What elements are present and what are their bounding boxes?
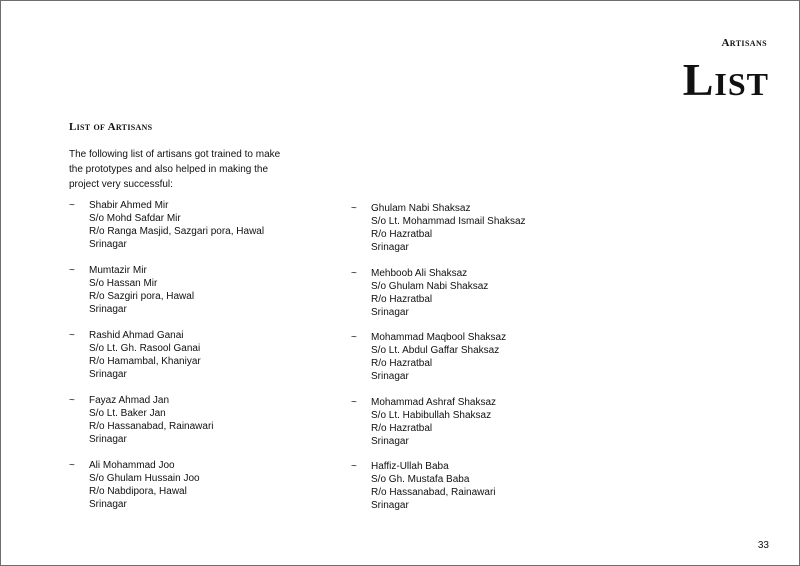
artisan-entry (351, 202, 611, 267)
artisan-city: Srinagar (89, 304, 127, 315)
artisan-city: Srinagar (371, 306, 409, 318)
artisan-city: Srinagar (371, 242, 409, 253)
artisan-residence: R/o Hassanabad, Rainawari (371, 487, 496, 498)
artisan-parent: S/o Lt. Abdul Gaffar Shaksaz (371, 345, 500, 356)
artisan-entry (69, 264, 329, 329)
artisan-residence: R/o Hassanabad, Rainawari (89, 421, 214, 432)
artisan-name: Mohammad Maqbool Shaksaz (371, 332, 507, 343)
artisan-residence: R/o Hazratbal (371, 229, 433, 240)
bullet-tilde: ~ (69, 395, 75, 406)
artisan-residence: R/o Nabdipora, Hawal (89, 486, 187, 497)
artisan-name: Mumtazir Mir (89, 265, 147, 276)
bullet-tilde: ~ (69, 265, 75, 276)
artisan-entry (351, 331, 611, 396)
intro-paragraph: The following list of artisans got trained to make the prototypes and also helped in making the project very successful: (69, 149, 281, 190)
artisan-residence: R/o Hazratbal (371, 422, 433, 434)
section-heading: List of Artisans (69, 121, 153, 133)
artisan-parent: S/o Lt. Habibullah Shaksaz (371, 409, 492, 421)
artisan-city: Srinagar (89, 369, 127, 380)
artisan-entry (69, 394, 329, 459)
page-title: List (682, 54, 769, 105)
artisan-entry (351, 460, 611, 525)
bullet-tilde: ~ (351, 203, 357, 214)
artisan-parent: S/o Gh. Mustafa Baba (371, 474, 470, 485)
artisan-entry (351, 267, 611, 332)
header-kicker: Artisans (721, 37, 767, 49)
artisan-residence: R/o Ranga Masjid, Sazgari pora, Hawal (89, 226, 265, 237)
artisan-residence: R/o Hazratbal (371, 293, 433, 305)
page-number: 33 (757, 540, 769, 551)
artisan-name: Shabir Ahmed Mir (89, 200, 169, 211)
artisan-name: Rashid Ahmad Ganai (89, 330, 184, 341)
artisan-name: Fayaz Ahmad Jan (89, 395, 170, 406)
artisan-parent: S/o Hassan Mir (89, 278, 158, 289)
artisan-city: Srinagar (89, 239, 127, 250)
artisan-name: Haffiz-Ullah Baba (371, 461, 449, 472)
artisan-list-left (69, 199, 329, 524)
bullet-tilde: ~ (351, 267, 357, 279)
artisan-parent: S/o Ghulam Nabi Shaksaz (371, 280, 489, 292)
bullet-tilde: ~ (351, 396, 357, 408)
artisan-city: Srinagar (89, 499, 127, 510)
artisan-name: Mohammad Ashraf Shaksaz (371, 396, 497, 408)
artisan-parent: S/o Mohd Safdar Mir (89, 213, 181, 224)
bullet-tilde: ~ (351, 461, 357, 472)
bullet-tilde: ~ (69, 460, 75, 471)
artisan-residence: R/o Sazgiri pora, Hawal (89, 291, 195, 302)
artisan-parent: S/o Lt. Gh. Rasool Ganai (89, 343, 201, 354)
artisan-city: Srinagar (371, 371, 409, 382)
artisan-residence: R/o Hamambal, Khaniyar (89, 356, 201, 367)
artisan-parent: S/o Ghulam Hussain Joo (89, 473, 200, 484)
bullet-tilde: ~ (69, 330, 75, 341)
artisan-entry (69, 329, 329, 394)
bullet-tilde: ~ (69, 200, 75, 211)
artisan-name: Ali Mohammad Joo (89, 460, 175, 471)
artisan-list-right (351, 202, 611, 525)
artisan-residence: R/o Hazratbal (371, 358, 433, 369)
artisan-parent: S/o Lt. Baker Jan (89, 408, 166, 419)
artisan-city: Srinagar (89, 434, 127, 445)
artisan-entry (69, 459, 329, 524)
artisan-name: Mehboob Ali Shaksaz (371, 267, 468, 279)
artisan-entry (69, 199, 329, 264)
artisan-parent: S/o Lt. Mohammad Ismail Shaksaz (371, 216, 526, 227)
artisan-entry (351, 396, 611, 461)
artisan-name: Ghulam Nabi Shaksaz (371, 203, 471, 214)
artisan-city: Srinagar (371, 500, 409, 511)
artisan-city: Srinagar (371, 435, 409, 447)
bullet-tilde: ~ (351, 332, 357, 343)
